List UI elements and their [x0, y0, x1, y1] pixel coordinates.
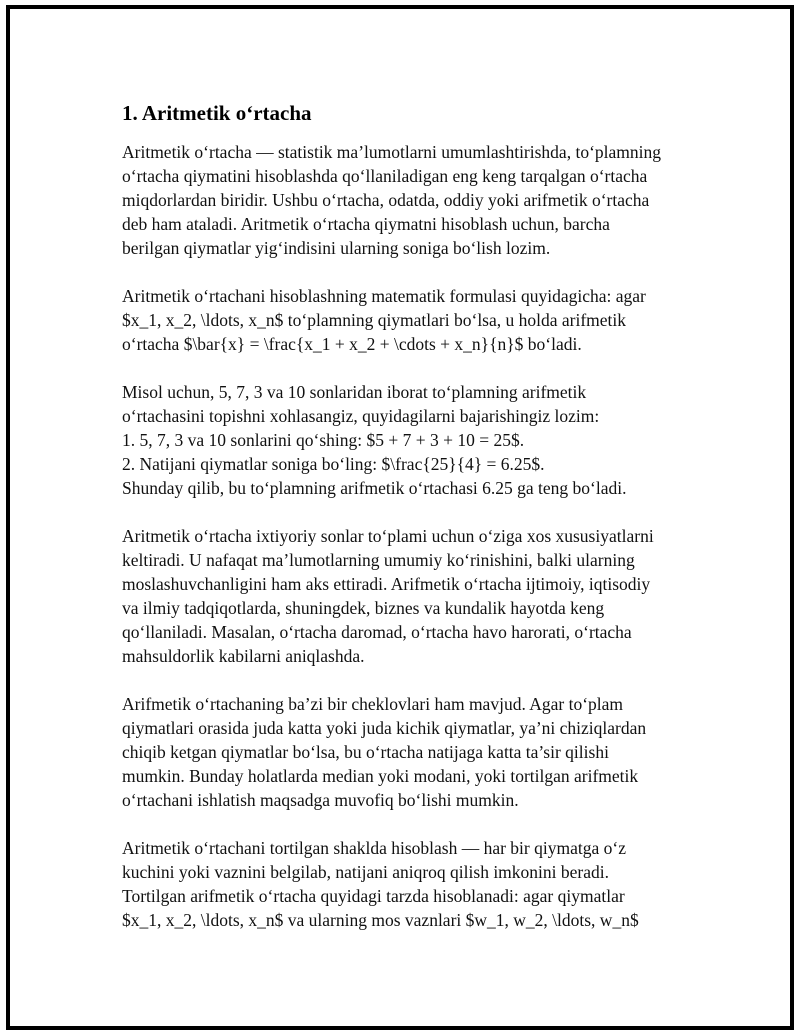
text-line: Aritmetik o‘rtachani tortilgan shaklda hisoblash — har bir qiymatga o‘z [122, 838, 626, 858]
paragraph-properties [122, 524, 702, 668]
text-line: qo‘llaniladi. Masalan, o‘rtacha daromad, o‘rtacha havo harorati, o‘rtacha [122, 622, 632, 642]
document-body [122, 100, 702, 956]
page-border [6, 5, 794, 1030]
text-line: 2. Natijani qiymatlar soniga bo‘ling: $\frac{25}{4} = 6.25$. [122, 454, 545, 474]
text-line: Tortilgan arifmetik o‘rtacha quyidagi tarzda hisoblanadi: agar qiymatlar [122, 886, 625, 906]
text-line: moslashuvchanligini ham aks ettiradi. Arifmetik o‘rtacha ijtimoiy, iqtisodiy [122, 574, 651, 594]
text-line: va ilmiy tadqiqotlarda, shuningdek, biznes va kundalik hayotda keng [122, 598, 605, 618]
text-line: qiymatlari orasida juda katta yoki juda kichik qiymatlar, ya’ni chiziqlardan [122, 718, 647, 738]
text-line: $x_1, x_2, \ldots, x_n$ va ularning mos vaznlari $w_1, w_2, \ldots, w_n$ [122, 910, 639, 930]
text-line: keltiradi. U nafaqat ma’lumotlarning umumiy ko‘rinishini, balki ularning [122, 550, 635, 570]
text-line: o‘rtacha $\bar{x} = \frac{x_1 + x_2 + \cdots + x_n}{n}$ bo‘ladi. [122, 334, 582, 354]
text-line: Aritmetik o‘rtacha — statistik ma’lumotlarni umumlashtirishda, to‘plamning [122, 142, 661, 162]
section-heading: 1. Aritmetik o‘rtacha [122, 101, 312, 125]
paragraph-example [122, 380, 702, 500]
text-line: Aritmetik o‘rtachani hisoblashning matematik formulasi quyidagicha: agar [122, 286, 646, 306]
text-line: kuchini yoki vaznini belgilab, natijani aniqroq qilish imkonini beradi. [122, 862, 609, 882]
paragraph-definition [122, 140, 702, 260]
text-line: o‘rtachani ishlatish maqsadga muvofiq bo‘lishi mumkin. [122, 790, 519, 810]
text-line: chiqib ketgan qiymatlar bo‘lsa, bu o‘rtacha natijaga katta ta’sir qilishi [122, 742, 609, 762]
text-line: deb ham ataladi. Aritmetik o‘rtacha qiymatni hisoblash uchun, barcha [122, 214, 610, 234]
text-line: mahsuldorlik kabilarni aniqlashda. [122, 646, 365, 666]
text-line: miqdorlardan biridir. Ushbu o‘rtacha, odatda, oddiy yoki arifmetik o‘rtacha [122, 190, 650, 210]
text-line: Shunday qilib, bu to‘plamning arifmetik o‘rtachasi 6.25 ga teng bo‘ladi. [122, 478, 627, 498]
paragraph-weighted [122, 836, 702, 932]
text-line: Arifmetik o‘rtachaning ba’zi bir cheklovlari ham mavjud. Agar to‘plam [122, 694, 624, 714]
paragraph-limitations [122, 692, 702, 812]
paragraph-formula [122, 284, 702, 356]
text-line: 1. 5, 7, 3 va 10 sonlarini qo‘shing: $5 + 7 + 3 + 10 = 25$. [122, 430, 525, 450]
text-line: o‘rtacha qiymatini hisoblashda qo‘llaniladigan eng keng tarqalgan o‘rtacha [122, 166, 648, 186]
text-line: mumkin. Bunday holatlarda median yoki modani, yoki tortilgan arifmetik [122, 766, 639, 786]
text-line: Aritmetik o‘rtacha ixtiyoriy sonlar to‘plami uchun o‘ziga xos xususiyatlarni [122, 526, 654, 546]
text-line: o‘rtachasini topishni xohlasangiz, quyidagilarni bajarishingiz lozim: [122, 406, 600, 426]
text-line: berilgan qiymatlar yig‘indisini ularning soniga bo‘lish lozim. [122, 238, 551, 258]
text-line: $x_1, x_2, \ldots, x_n$ to‘plamning qiymatlari bo‘lsa, u holda arifmetik [122, 310, 627, 330]
text-line: Misol uchun, 5, 7, 3 va 10 sonlaridan iborat to‘plamning arifmetik [122, 382, 587, 402]
